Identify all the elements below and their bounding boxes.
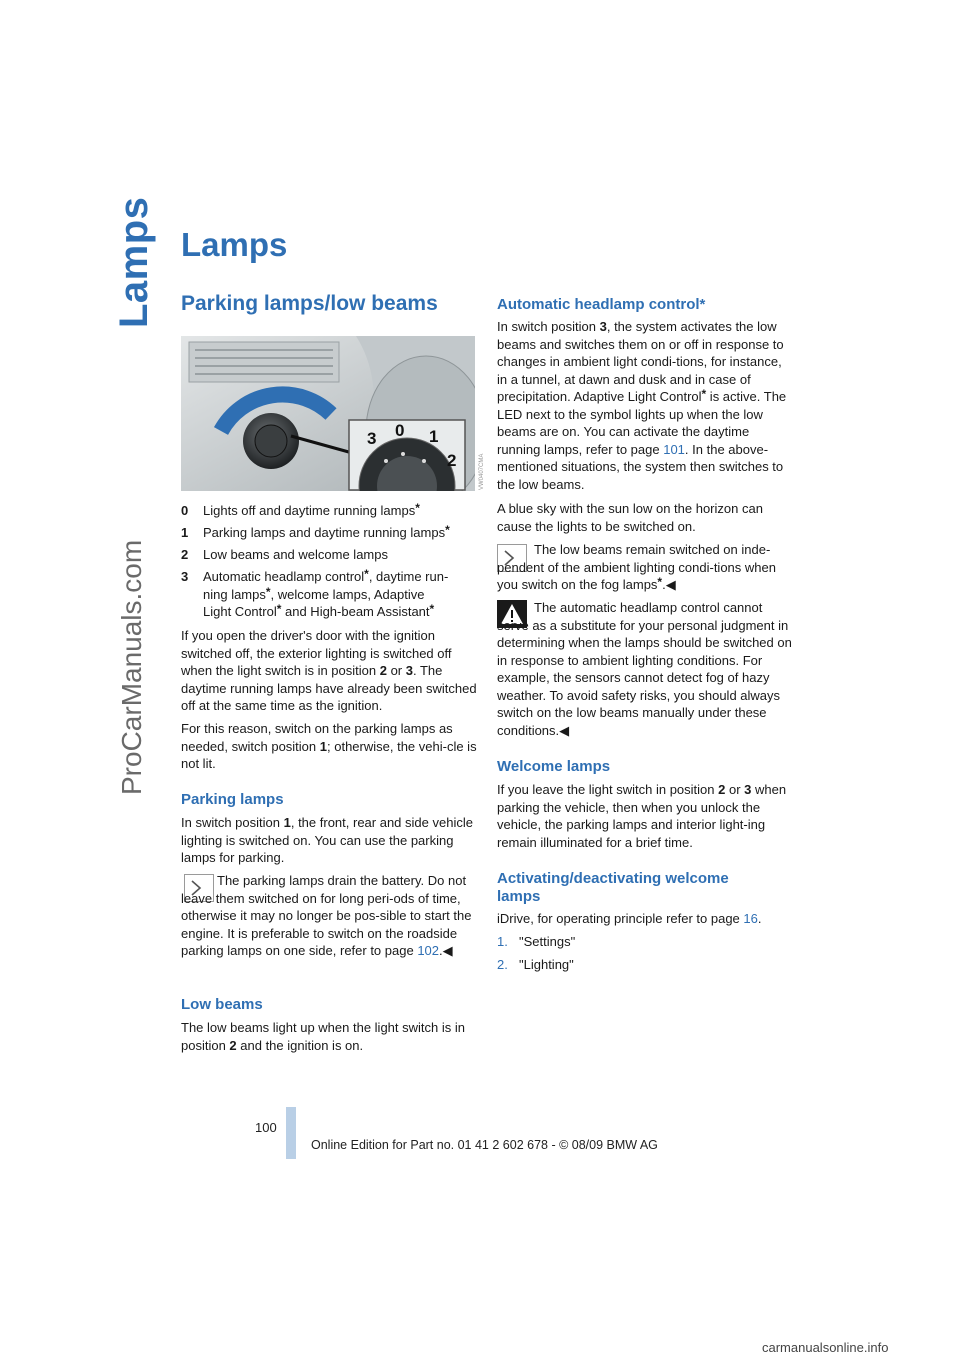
label-position-0: 0: [395, 421, 405, 440]
watermark-bottom: carmanualsonline.info: [762, 1340, 889, 1355]
footer-bar: [286, 1107, 296, 1159]
list-item: 3 Automatic headlamp control*, daytime run- ning lamps*, welcome lamps, Adaptive Light Control* and High-beam Assistant*: [181, 567, 449, 619]
paragraph: For this reason, switch on the parking lamps as needed, switch position 1; otherwise, the vehi-cle is not lit.: [181, 721, 477, 771]
heading-welcome-lamps: Welcome lamps: [497, 758, 611, 775]
heading-automatic-headlamp-control: Automatic headlamp control*: [497, 296, 706, 313]
heading-low-beams: Low beams: [181, 996, 263, 1013]
label-position-3: 3: [367, 429, 377, 448]
paragraph: In switch position 1, the front, rear and side vehicle lighting is switched on. You can use the parking lamps for parking.: [181, 815, 473, 865]
paragraph: iDrive, for operating principle refer to page 16.: [497, 911, 762, 926]
footer-edition-text: Online Edition for Part no. 01 41 2 602 678 - © 08/09 BMW AG: [311, 1138, 658, 1152]
side-tab: Lamps: [112, 196, 156, 328]
warning-paragraph: The automatic headlamp control cannot serve as a substitute for your personal judgment in determining when the lamps should be switched on in response to ambient lighting conditions. For example, the sensors cannot detect fog of hazy weather. To avoid safety risks, you should always switch on the low beams manually under these conditions.◀: [497, 600, 792, 738]
section-title: Parking lamps/low beams: [181, 292, 438, 315]
page-link-16[interactable]: 16: [743, 911, 758, 926]
light-switch-illustration: [181, 336, 475, 491]
page-link-101[interactable]: 101: [663, 441, 685, 457]
paragraph: A blue sky with the sun low on the horizon can cause the lights to be switched on.: [497, 501, 763, 534]
note-paragraph: The low beams remain switched on inde-pendent of the ambient lighting condi-tions when you switch on the fog lamps*.◀: [497, 542, 776, 592]
chapter-title: Lamps: [181, 226, 288, 263]
paragraph: The low beams light up when the light switch is in position 2 and the ignition is on.: [181, 1020, 465, 1053]
list-item: 2. "Lighting": [497, 957, 574, 972]
page-link-102[interactable]: 102: [417, 943, 440, 958]
label-position-1: 1: [429, 427, 439, 446]
paragraph: In switch position 3, the system activates the low beams and switches them on or off in response to changes in ambient light condi-tions, for instance, in a tunnel, at dawn and dusk and in case of precipitation. Adaptive Light Control* is active. The LED next to the symbol lights up when the low beams are on. You can activate the daytime running lamps, refer to page 101. In the above-mentioned situations, the system then switches to the low beams.: [497, 319, 787, 492]
note-paragraph: The parking lamps drain the battery. Do not leave them switched on for long peri-ods of time, otherwise it may no longer be pos-sible to start the engine. It is preferable to switch on the roadside parking lamps on one side, refer to page 102.◀: [181, 873, 472, 958]
paragraph: If you leave the light switch in position 2 or 3 when parking the vehicle, then when you unlock the vehicle, the parking lamps and interior light-ing remain illuminated for a brief time.: [497, 782, 787, 850]
label-position-2: 2: [447, 451, 457, 470]
watermark-left: ProCarManuals.com: [116, 539, 147, 795]
list-item: 1 Parking lamps and daytime running lamps*: [181, 523, 450, 540]
photo-code: VW0407CMA: [479, 453, 485, 490]
list-item: 1. "Settings": [497, 934, 576, 949]
paragraph: If you open the driver's door with the ignition switched off, the exterior lighting is switched off when the light switch is in position 2 or 3. The daytime running lamps have already been switched off at the same time as the ignition.: [181, 628, 477, 713]
page-number: 100: [255, 1120, 277, 1135]
heading-activating-welcome-lamps: Activating/deactivating welcome lamps: [497, 870, 729, 905]
light-switch-photo: [181, 336, 475, 491]
list-item: 2 Low beams and welcome lamps: [181, 547, 388, 562]
heading-parking-lamps: Parking lamps: [181, 791, 284, 808]
list-item: 0 Lights off and daytime running lamps*: [181, 501, 420, 518]
